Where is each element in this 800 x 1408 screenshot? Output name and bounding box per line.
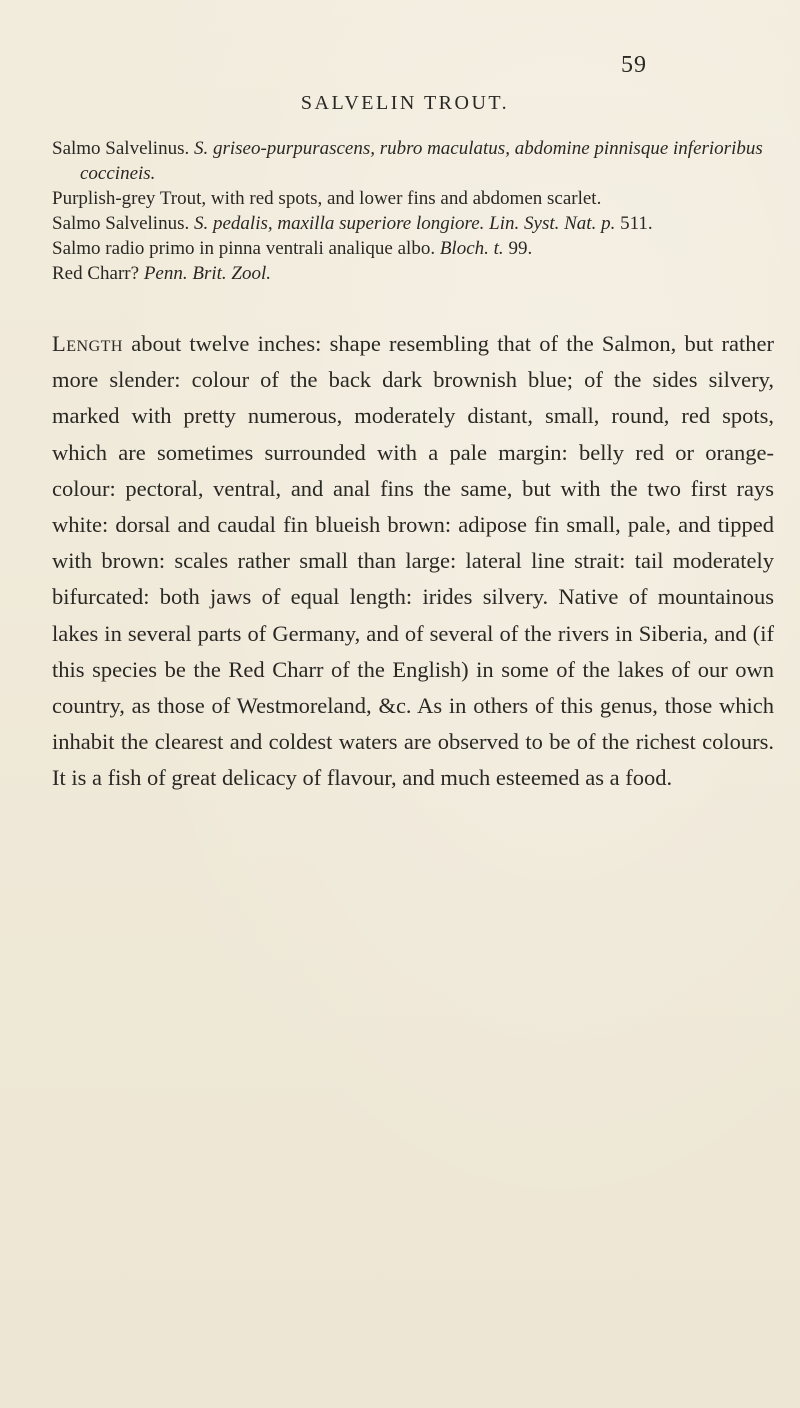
synonym-citation: S. pedalis, maxilla superiore longiore. Lin. Syst. Nat. p. xyxy=(193,213,616,234)
synonym-name: Salmo Salvelinus. xyxy=(52,138,194,159)
synonym-entry xyxy=(52,236,772,261)
synonym-entry xyxy=(52,261,772,286)
running-title: SALVELIN TROUT. xyxy=(300,92,510,114)
synonym-name: Red Charr? xyxy=(52,263,144,284)
synonym-page: 511. xyxy=(615,213,653,234)
description-paragraph xyxy=(52,326,774,797)
synonym-entry xyxy=(52,136,772,186)
synonym-english-name: Purplish-grey Trout, with red spots, and lower fins and abdomen scarlet. xyxy=(52,188,602,209)
synonym-diagnosis: S. griseo-purpurascens, rubro maculatus, abdomine pinnisque inferioribus coccineis. xyxy=(80,138,763,184)
synonym-entry xyxy=(52,211,772,236)
species-description xyxy=(52,326,774,797)
description-body: about twelve inches: shape resembling that of the Salmon, but rather more slender: colour of the back dark brownish blue; of the sides silvery, marked with pretty numerous, moderately distant, small, round, red spots, which are sometimes surrounded with a pale margin: belly red or orange-colour: pectoral, ventral, and anal fins the same, but with the two first rays white: dorsal and caudal fin blueish brown: adipose fin small, pale, and tipped with brown: scales rather small than large: lateral line strait: tail moderately bifurcated: both jaws of equal length: irides silvery. Native of mountainous lakes in several parts of Germany, and of several of the rivers in Siberia, and (if this species be the Red Charr of the English) in some of the lakes of our own country, as those of Westmoreland, &c. As in others of this genus, those which inhabit the clearest and coldest waters are observed to be of the richest colours. It is a fish of great delicacy of flavour, and much esteemed as a food. xyxy=(52,331,774,791)
synonym-citation: Penn. Brit. Zool. xyxy=(143,263,272,284)
description-lead-word: Length xyxy=(52,331,123,356)
synonym-citation: Bloch. t. xyxy=(439,238,504,259)
synonym-name: Salmo Salvelinus. xyxy=(52,213,194,234)
synonym-name: Salmo radio primo in pinna ventrali analique albo. xyxy=(52,238,440,259)
synonym-entry xyxy=(52,186,772,211)
synonym-plate: 99. xyxy=(503,238,533,259)
synonymy-block xyxy=(52,136,772,286)
page-number: 59 xyxy=(621,52,647,78)
